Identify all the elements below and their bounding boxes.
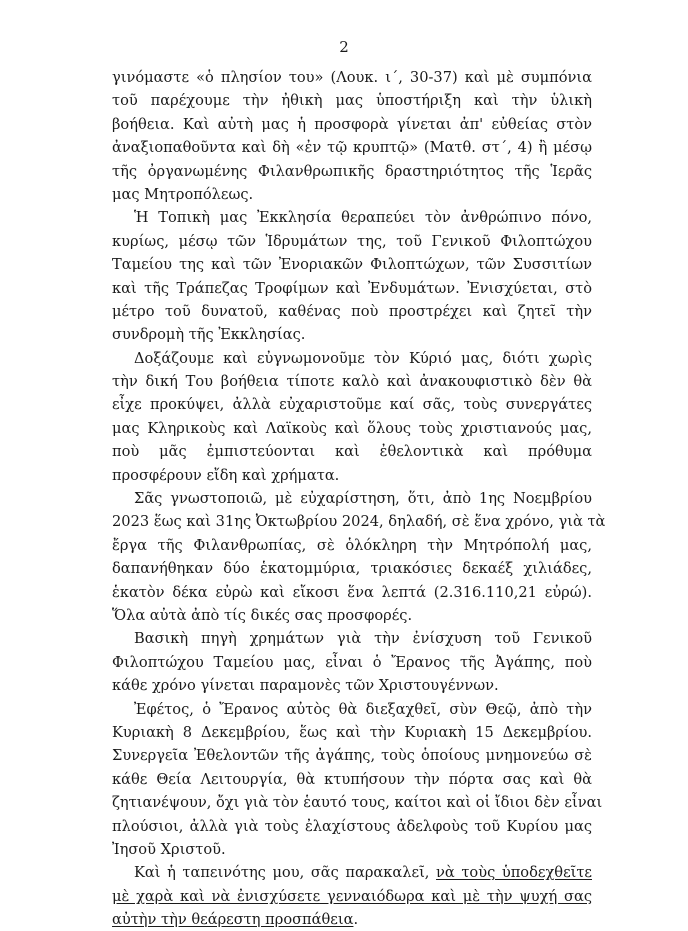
text-line: συνδρομὴ τῆς Ἐκκλησίας.	[112, 326, 306, 344]
text-line: μας Κληρικοὺς καὶ Λαϊκοὺς καὶ ὅλους τοὺς χριστιανούς μας,	[112, 419, 592, 437]
text-line: Φιλοπτώχου Ταμείου μας, εἶναι ὁ Ἔρανος τῆς Ἀγάπης, ποὺ	[112, 653, 592, 671]
paragraph-1	[112, 66, 592, 206]
letter-body	[112, 66, 606, 931]
text-line: Σᾶς γνωστοποιῶ, μὲ εὐχαρίστηση, ὅτι, ἀπὸ 1ης Νοεμβρίου	[134, 490, 592, 508]
underlined-text: νὰ τοὺς ὑποδεχθεῖτε	[436, 864, 592, 882]
text-line: προσφέρουν εἴδη καὶ χρήματα.	[112, 466, 340, 484]
text-segment: Καὶ ἡ ταπεινότης μου, σᾶς παρακαλεῖ,	[134, 864, 437, 882]
paragraph-5	[112, 627, 592, 697]
text-line: μέτρο τοῦ δυνατοῦ, καθένας ποὺ προστρέχει καὶ ζητεῖ τὴν	[112, 302, 592, 320]
paragraph-4	[112, 487, 606, 627]
text-line: 2023 ἕως καὶ 31ης Ὀκτωβρίου 2024, δηλαδή, σὲ ἕνα χρόνο, γιὰ τὰ	[112, 513, 606, 531]
text-line: δαπανήθηκαν δύο ἑκατομμύρια, τριακόσιες δεκαέξ χιλιάδες,	[112, 560, 592, 578]
text-line: Ὅλα αὐτὰ ἀπὸ τίς δικές σας προσφορές.	[112, 606, 413, 624]
closing-period: .	[353, 911, 359, 929]
paragraph-7	[112, 861, 592, 931]
text-line: κυρίως, μέσῳ τῶν Ἱδρυμάτων της, τοῦ Γενικοῦ Φιλοπτώχου	[112, 232, 592, 250]
paragraph-2	[112, 206, 592, 346]
text-line: κάθε Θεία Λειτουργία, θὰ κτυπήσουν τὴν πόρτα σας καὶ θὰ	[112, 770, 592, 788]
text-line: κάθε χρόνο γίνεται παραμονὲς τῶν Χριστουγέννων.	[112, 677, 499, 695]
text-line: Συνεργεῖα Ἐθελοντῶν τῆς ἀγάπης, τοὺς ὁποίους μνημονεύω σὲ	[112, 747, 592, 765]
text-line: πλούσιοι, ἀλλὰ γιὰ τοὺς ἐλαχίστους ἀδελφοὺς τοῦ Κυρίου μας	[112, 817, 592, 835]
text-line: γινόμαστε «ὁ πλησίον του» (Λουκ. ι΄, 30-37) καὶ μὲ συμπόνια	[112, 69, 592, 86]
text-line: ἔργα τῆς Φιλανθρωπίας, σὲ ὁλόκληρη τὴν Μητρόπολή μας,	[112, 536, 592, 554]
text-line: μας Μητροπόλεως.	[112, 185, 254, 203]
text-line: καὶ τῆς Τράπεζας Τροφίμων καὶ Ἐνδυμάτων. Ἐνισχύεται, στὸ	[112, 279, 592, 297]
text-line: ποὺ μᾶς ἐμπιστεύονται καὶ ἐθελοντικὰ καὶ πρόθυμα	[112, 443, 592, 461]
text-line	[112, 885, 592, 908]
text-line: Δοξάζουμε καὶ εὐγνωμονοῦμε τὸν Κύριό μας, διότι χωρὶς	[134, 349, 592, 367]
text-line: Κυριακὴ 8 Δεκεμβρίου, ἕως καὶ τὴν Κυριακὴ 15 Δεκεμβρίου.	[112, 723, 592, 741]
text-line: τῆς ὀργανωμένης Φιλανθρωπικῆς δραστηριότητος τῆς Ἱερᾶς	[112, 162, 592, 180]
text-line: Ταμείου της καὶ τῶν Ἐνοριακῶν Φιλοπτώχων, τῶν Συσσιτίων	[112, 256, 592, 274]
text-line	[112, 861, 592, 884]
page-number: 2	[339, 38, 349, 56]
text-line: Ἐφέτος, ὁ Ἔρανος αὐτὸς θὰ διεξαχθεῖ, σὺν Θεῷ, ἀπὸ τὴν	[134, 700, 592, 718]
text-line	[112, 908, 592, 931]
text-line: Ἰησοῦ Χριστοῦ.	[112, 840, 226, 858]
paragraph-3	[112, 347, 592, 487]
text-line: Βασικὴ πηγὴ χρημάτων γιὰ τὴν ἐνίσχυση τοῦ Γενικοῦ	[134, 630, 592, 648]
text-line: τὴν δική Του βοήθεια τίποτε καλὸ καὶ ἀνακουφιστικὸ δὲν θὰ	[112, 373, 592, 391]
underlined-text: μὲ χαρὰ καὶ νὰ ἐνισχύσετε γενναιόδωρα καὶ μὲ τὴν ψυχή σας	[112, 887, 592, 905]
text-line: ζητιανέψουν, ὄχι γιὰ τὸν ἑαυτό τους, καίτοι καὶ οἱ ἴδιοι δὲν εἶναι	[112, 794, 603, 812]
text-line: τοῦ παρέχουμε τὴν ἠθικὴ μας ὑποστήριξη καὶ τὴν ὑλικὴ	[112, 92, 592, 110]
text-line: εἶχε προκύψει, ἀλλὰ εὐχαριστοῦμε καί σᾶς, τοὺς συνεργάτες	[112, 396, 592, 414]
text-line: ἑκατὸν δέκα εὐρὼ καὶ εἴκοσι ἕνα λεπτά (2.316.110,21 εὐρώ).	[112, 583, 592, 601]
text-line: Ἡ Τοπικὴ μας Ἐκκλησία θεραπεύει τὸν ἀνθρώπινο πόνο,	[134, 209, 592, 227]
underlined-text: αὐτὴν τὴν θεάρεστη προσπάθεια	[112, 911, 354, 929]
text-line: βοήθεια. Καὶ αὐτὴ μας ἡ προσφορὰ γίνεται ἀπ' εὐθείας στὸν	[112, 115, 592, 133]
paragraph-6	[112, 698, 603, 862]
text-line: ἀναξιοπαθοῦντα καὶ δὴ «ἐν τῷ κρυπτῷ» (Ματθ. στ΄, 4) ἢ μέσῳ	[112, 139, 592, 157]
